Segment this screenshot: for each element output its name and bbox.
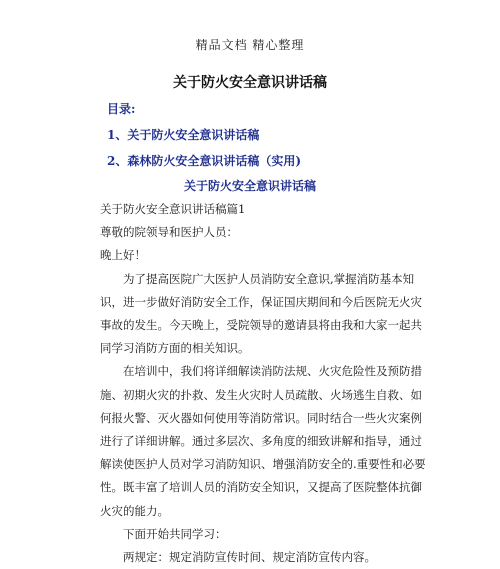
body-text <box>100 198 430 569</box>
paragraph-subtitle: 关于防火安全意识讲话稿篇1 <box>100 202 246 216</box>
toc-heading: 目录: <box>107 102 136 116</box>
paragraph-intro: 为了提高医院广大医护人员消防安全意识,掌握消防基本知识，进一步做好消防安全工作，保证国庆期间和今后医院无火灾事故的发生。今天晚上，受院领导的邀请县将由我和大家一起共同学习消防方面的相关知识。 <box>100 271 422 356</box>
section-title: 关于防火安全意识讲话稿 <box>183 179 316 193</box>
paragraph-salutation: 尊敬的院领导和医护人员： <box>100 225 238 240</box>
paragraph-start-learning: 下面开始共同学习： <box>123 526 227 541</box>
toc-item-1[interactable]: 1、关于防火安全意识讲话稿 <box>107 128 260 142</box>
toc-item-2[interactable]: 2、森林防火安全意识讲话稿（实用) <box>107 154 302 168</box>
paragraph-greeting: 晚上好！ <box>100 248 146 263</box>
paragraph-two-rules: 两规定：规定消防宣传时间、规定消防宣传内容。 <box>123 550 376 565</box>
document-title: 关于防火安全意识讲话稿 <box>173 75 327 91</box>
paragraph-training: 在培训中，我们将详细解读消防法规、火灾危险性及预防措施、初期火灾的扑救、发生火灾时人员疏散、火场逃生自救、如何报火警、灭火器如何使用等消防常识。同时结合一些火灾案例进行了详细讲解。通过多层次、多角度的细致讲解和指导，通过解读使医护人员对学习消防知识、增强消防安全的.重要性和必要性。既丰富了培训人员的消防安全知识，又提高了医院整体抗御火灾的能力。 <box>100 364 426 518</box>
header-note: 精品文档 精心整理 <box>195 38 305 52</box>
